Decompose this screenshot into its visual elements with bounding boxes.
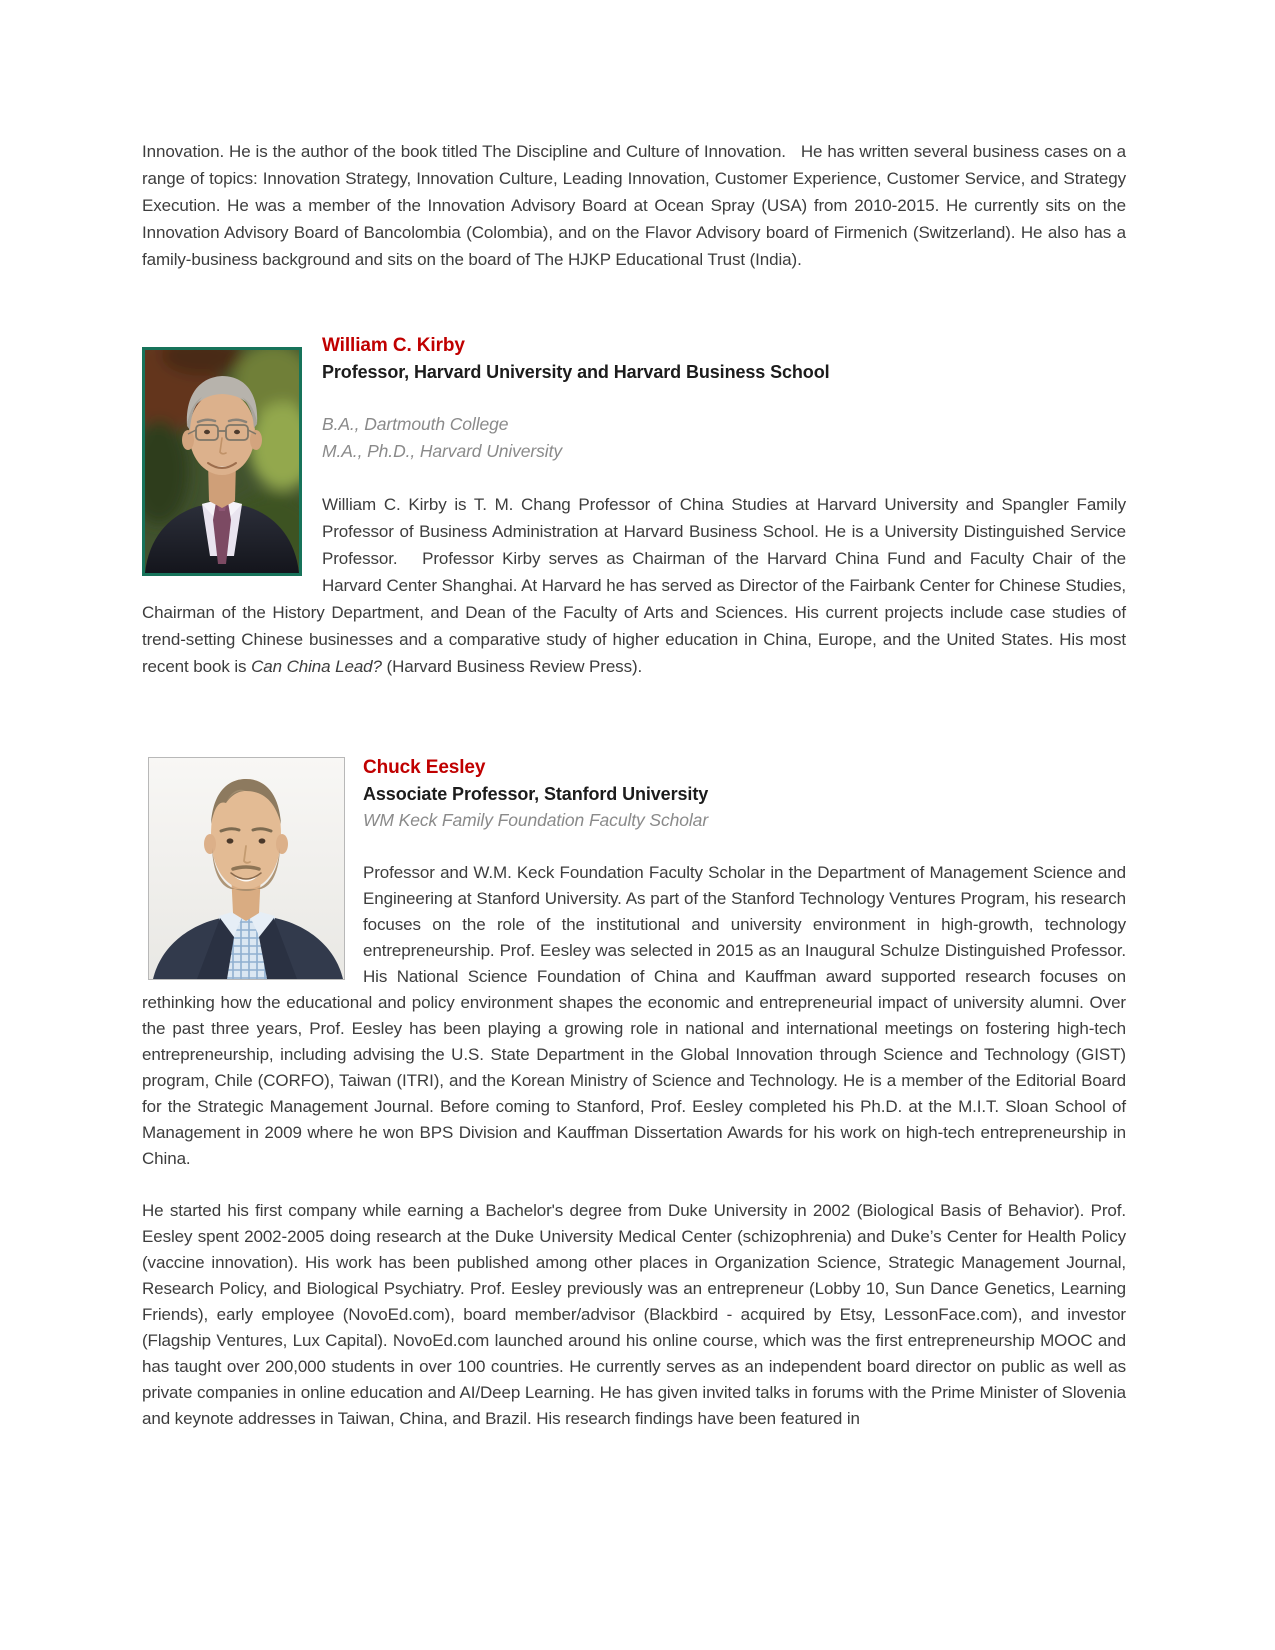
- profile-scholar-line: WM Keck Family Foundation Faculty Scholar: [363, 810, 709, 830]
- bio-text: William C. Kirby is T. M. Chang Professor of China Studies at Harvard University and Spangler Family Professor of Business Administration at Harvard Business School. He is a University Distinguished Service Professor. Professor Kirby serves as Chairman of the Harvard China Fund and Faculty Chair of the Harvard Center Shanghai. At Harvard he has served as Director of the Fairbank Center for Chinese Studies, Chairman of the History Department, and Dean of the Faculty of Arts and Sciences. His current projects include case studies of trend-setting Chinese businesses and a comparative study of higher education in China, Europe, and the United States. His most recent book is: [142, 495, 1126, 676]
- profile-section-william-kirby: [142, 333, 1126, 680]
- profile-credential-1: B.A., Dartmouth College: [322, 414, 509, 434]
- profile-name: William C. Kirby: [322, 335, 465, 356]
- profile-bio-paragraph-1: Professor and W.M. Keck Foundation Faculty Scholar in the Department of Management Science and Engineering at Stanford University. As part of the Stanford Technology Ventures Program, his research focuses on the role of the institutional and university environment in high-growth, technology entrepreneurship. Prof. Eesley was selected in 2015 as an Inaugural Schulze Distinguished Professor. His National Science Foundation of China and Kauffman award supported research focuses on rethinking how the educational and policy environment shapes the economic and entrepreneurial impact of university alumni. Over the past three years, Prof. Eesley has been playing a growing role in national and international meetings on fostering high-tech entrepreneurship, including advising the U.S. State Department in the Global Innovation through Science and Technology (GIST) program, Chile (CORFO), Taiwan (ITRI), and the Korean Ministry of Science and Technology. He is a member of the Editorial Board for the Strategic Management Journal. Before coming to Stanford, Prof. Eesley completed his Ph.D. at the M.I.T. Sloan School of Management in 2009 where he won BPS Division and Kauffman Dissertation Awards for his work on high-tech entrepreneurship in China.: [142, 863, 1126, 1168]
- intro-paragraph: Innovation. He is the author of the book titled The Discipline and Culture of Innovation. He has written several business cases on a range of topics: Innovation Strategy, Innovation Culture, Leading Innovation, Customer Experience, Customer Service, and Strategy Execution. He was a member of the Innovation Advisory Board at Ocean Spray (USA) from 2010-2015. He currently sits on the Innovation Advisory Board of Bancolombia (Colombia), and on the Flavor Advisory board of Firmenich (Switzerland). He also has a family-business background and sits on the board of The HJKP Educational Trust (India).: [142, 142, 1126, 269]
- eesley-portrait-illustration: [149, 758, 344, 979]
- book-title-italic: Can China Lead?: [251, 657, 382, 676]
- kirby-portrait-photo: [142, 347, 302, 576]
- profile-credential-2: M.A., Ph.D., Harvard University: [322, 441, 563, 461]
- bio-text: (Harvard Business Review Press).: [381, 657, 643, 676]
- profile-title: Professor, Harvard University and Harvard Business School: [322, 362, 830, 382]
- kirby-portrait-illustration: [145, 350, 299, 573]
- profile-section-chuck-eesley: [142, 755, 1126, 1432]
- eesley-portrait-photo: [148, 757, 345, 980]
- profile-name: Chuck Eesley: [363, 757, 486, 778]
- profile-title: Associate Professor, Stanford University: [363, 784, 709, 804]
- profile-bio-paragraph-2: He started his first company while earning a Bachelor's degree from Duke University in 2002 (Biological Basis of Behavior). Prof. Eesley spent 2002-2005 doing research at the Duke University Medical Center (schizophrenia) and Duke’s Center for Health Policy (vaccine innovation). His work has been published among other places in Organization Science, Strategic Management Journal, Research Policy, and Biological Psychiatry. Prof. Eesley previously was an entrepreneur (Lobby 10, Sun Dance Genetics, Learning Friends), early employee (NovoEd.com), board member/advisor (Blackbird - acquired by Etsy, LessonFace.com), and investor (Flagship Ventures, Lux Capital). NovoEd.com launched around his online course, which was the first entrepreneurship MOOC and has taught over 200,000 students in over 100 countries. He currently serves as an independent board director on public as well as private companies in online education and AI/Deep Learning. He has given invited talks in forums with the Prime Minister of Slovenia and keynote addresses in Taiwan, China, and Brazil. His research findings have been featured in: [142, 1201, 1126, 1428]
